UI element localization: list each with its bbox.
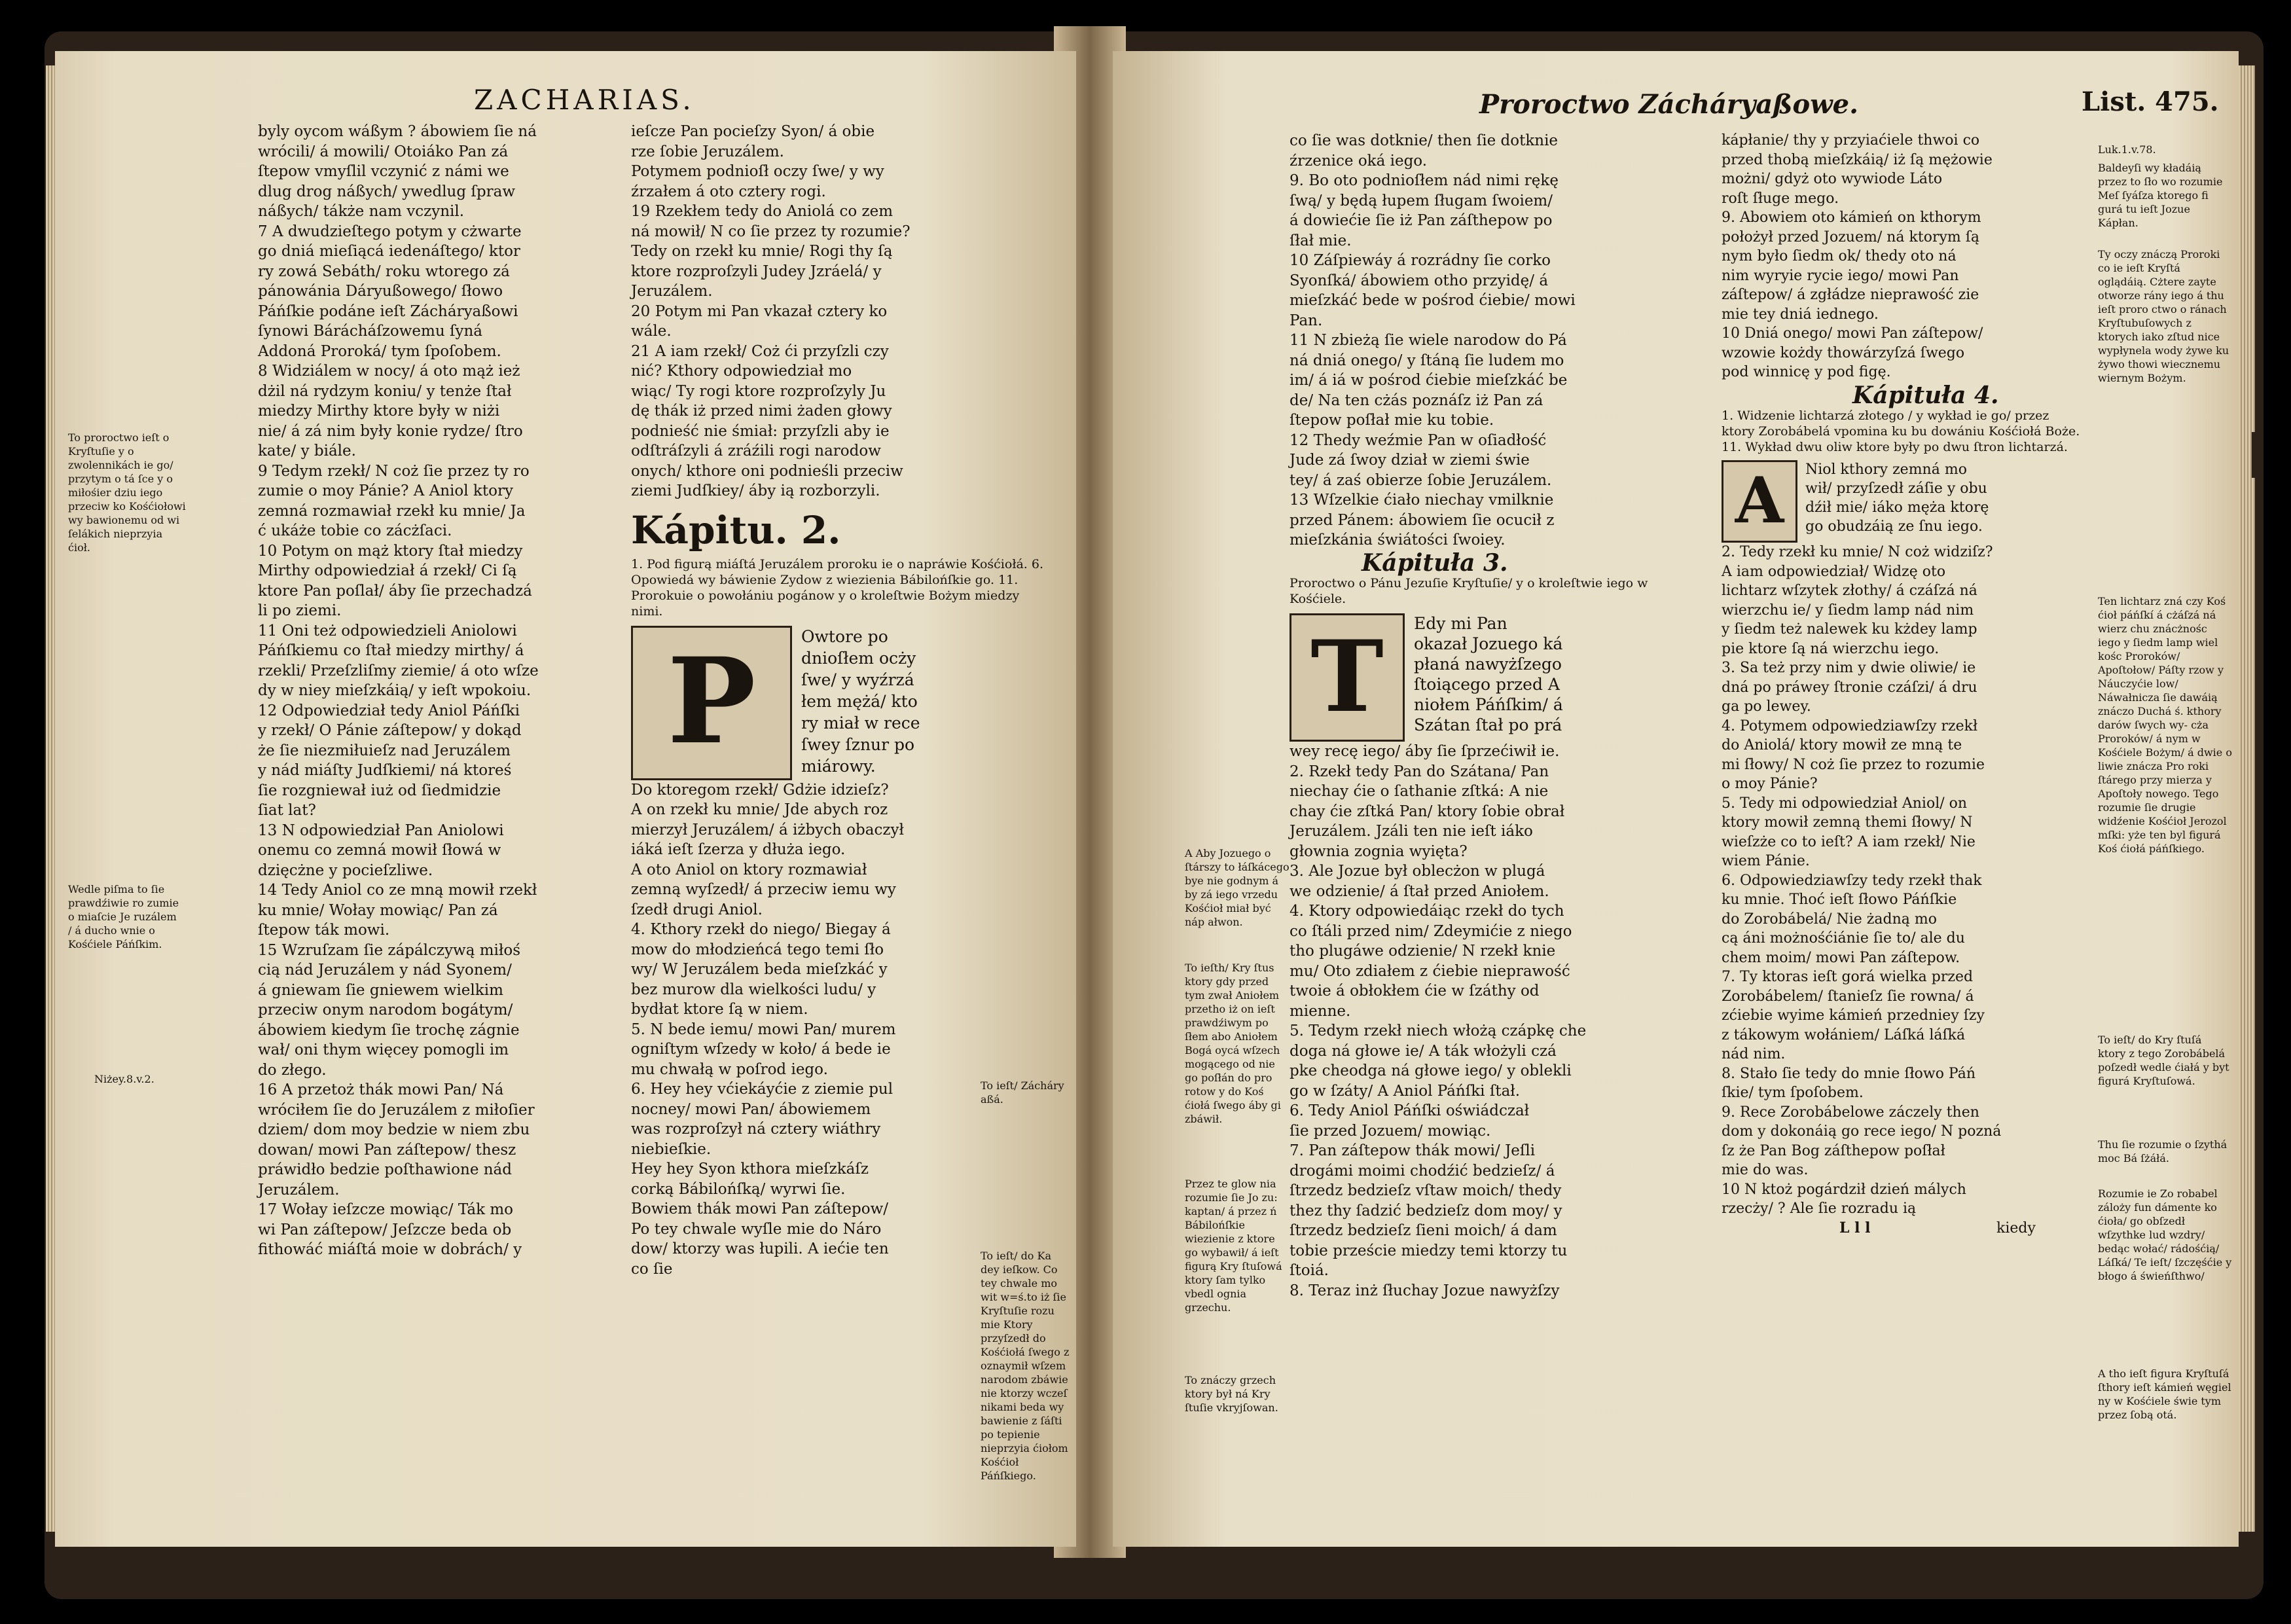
text-line: ſtoiącego przed A	[1414, 675, 1560, 694]
text-line: kápłanie/ thy y przyiaćiele thwoi co	[1722, 132, 1980, 149]
text-line: im/ á iá w pośrod ćiebie mieſzkáć be	[1290, 372, 1568, 389]
text-line: ć ukáże tobie co zácżſaci.	[258, 522, 452, 539]
text-line: ſtrzedz bedzieſz vſtaw moich/ thedy	[1290, 1182, 1562, 1199]
margin-note-right-outer-2: Baldeyſi wy kładáią przez to ſło wo rozumie Meſ ſyáſza ktorego fi gurá tu ieſt Jozue Kápłan.	[2098, 162, 2223, 229]
text-line: że ſie niezmiłuieſz nad Jeruzálem	[258, 742, 511, 759]
text-line: 6. Tedy Aniol Páńſki oświádczał	[1290, 1102, 1530, 1119]
text-line: 2. Tedy rzekł ku mnie/ N coż widziſz?	[1722, 544, 1993, 560]
text-line: dlug drog náßych/ ywedlug ſpraw	[258, 183, 516, 200]
text-line: twoie á obłokłem ćie w ſzáthy od	[1290, 983, 1540, 1000]
text-line: y nád miáſty Judſkiemi/ ná ktoreś	[258, 762, 512, 779]
margin-note-right-outer-8: A tho ieſt figura Kryſtuſá ſthory ieſt kámień węgiel ny w Kośćiele świe tym przez ſobą otá.	[2098, 1367, 2231, 1421]
margin-note-right-outer-3: Ty oczy znáczą Proroki co ie ieſt Kryſtá oglądáią. Cżtere zayte otworze rány iego á thu ieſt proro ctwo o ránach Kryſtubuſowych z ktorych iako zſtud nice wypłynela wody żywe ku żywo thowi wiecznemu wiernym Bożym.	[2098, 248, 2229, 384]
text-line: 10 Dniá onego/ mowi Pan záſtepow/	[1722, 325, 1983, 342]
text-line: 6. Odpowiedziawſzy tedy rzekł thak	[1722, 872, 1982, 889]
text-line: ſie rozgniewał iuż od ſiedmidzie	[258, 782, 501, 799]
text-line: we odzienie/ á ſtał przed Aniołem.	[1290, 882, 1549, 900]
text-line: 7. Ty ktoras ieſt gorá wielka przed	[1722, 969, 1974, 985]
margin-note-left-2: Wedle piſma to ſie prawdźiwie ro zumie o miaſcie Je ruzálem / á ducho wnie o Kośćiele Páńſkim.	[68, 883, 179, 950]
text-line: ſie przed Jozuem/ mowiąc.	[1290, 1122, 1491, 1140]
text-line: ktory mowił zemną themi ſłowy/ N	[1722, 814, 1973, 831]
text-line: onemu co zemná mowił ſłowá w	[258, 842, 501, 859]
text-line: Páńſkiemu co ſtał miedzy mirthy/ á	[258, 642, 524, 659]
text-line: miárowy.	[801, 756, 876, 776]
text-line: A oto Aniol on ktory rozmawiał	[631, 861, 867, 878]
text-line: ſwą/ y będą łupem ſługam ſwoiem/	[1290, 192, 1553, 209]
page-tab	[2252, 432, 2262, 478]
text-line: záſtepow/ á zgłádze nieprawość zie	[1722, 287, 1979, 303]
text-line: kate/ y biále.	[258, 442, 356, 460]
text-line: ktore Pan poſlał/ áby ſie przechadzá	[258, 582, 532, 600]
text-line: 9. Rece Zorobábelowe záczely then	[1722, 1104, 1979, 1121]
text-line: ſwe/ y wyźrzá	[801, 670, 914, 689]
text-line: bydłat ktore ſą w niem.	[631, 1001, 808, 1018]
text-line: dow/ ktorzy was łupili. A iećie ten	[631, 1240, 889, 1257]
text-line: Zorobábelem/ ſtanieſz ſie rowna/ á	[1722, 988, 1974, 1005]
text-line: wy/ W Jeruzálem beda mieſzkáć y	[631, 961, 888, 978]
text-line: ziemi Judſkiey/ áby ią rozborzyli.	[631, 482, 880, 499]
text-line: pie ktore ſą ná wierzchu iego.	[1722, 640, 1939, 657]
text-line: Bowiem thák mowi Pan záſtepow/	[631, 1200, 889, 1218]
text-line: ku mnie. Thoć ieſt ſłowo Páńſkie	[1722, 892, 1957, 908]
text-line: 15 Wzruſzam ſie zápálczywą miłoś	[258, 941, 520, 959]
text-line: 20 Potym mi Pan vkazał cztery ko	[631, 302, 888, 320]
initial-block-2	[631, 626, 1063, 780]
text-line: chay ćie zſtká Pan/ ktory ſobie obrał	[1290, 803, 1565, 820]
text-line: 10 Potym on mąż ktory ſtał miedzy	[258, 542, 523, 560]
margin-note-right-inner-2: To ieſth/ Kry ſtus ktory gdy przed tym zwał Aniołem przetho iż on ieſt prawdźiwym po ſłem abo Aniołem Bogá oycá wſzech mogącego od nie go poſłán do pro rotow y do Koś ćiołá ſwego áby gi zbáwił.	[1185, 962, 1281, 1125]
text-line: do Aniolá/ ktory mowił ze mną te	[1722, 737, 1962, 753]
text-line: zćiebie wyime kámień przedniey ſzy	[1722, 1007, 1985, 1024]
right-page	[1113, 51, 2239, 1547]
text-line: wey recę iego/ áby ſie ſprzećiwił ie.	[1290, 743, 1560, 760]
text-line: nocney/ mowi Pan/ ábowiemem	[631, 1100, 871, 1118]
text-line: ſtrzedz bedzieſz ſieni moich/ á dam	[1290, 1222, 1557, 1239]
text-line: 8 Widziálem w nocy/ á oto mąż ież	[258, 363, 520, 380]
text-line: ieſcze Pan pocieſzy Syon/ á obie	[631, 123, 875, 140]
text-line: co ſie was dotknie/ then ſie dotknie	[1290, 132, 1559, 149]
text-line: tobie przeście miedzy temi ktorzy tu	[1290, 1242, 1568, 1259]
text-line: niebieſkie.	[631, 1140, 712, 1158]
text-line: nie/ á zá nim były konie rydze/ ſtro	[258, 422, 523, 440]
text-line: 13 N odpowiedział Pan Aniolowi	[258, 821, 504, 839]
text-line: ſtepow ták mowi.	[258, 922, 390, 939]
decorated-initial-a: A	[1722, 460, 1797, 543]
text-line: dy w niey mieſzkáią/ y ieſt wpokoiu.	[258, 682, 532, 699]
text-line: możni/ gdyż oto wywiode Láto	[1722, 171, 1943, 187]
text-line: mie do was.	[1722, 1162, 1809, 1178]
text-line: rzekli/ Przeſzliſmy ziemie/ á oto wſze	[258, 662, 539, 679]
margin-note-right-inner-1: A Aby Jozuego o ſtárszy to łáſkácego bye nie godnym á by zá iego vrzedu Kośćioł miał być náp ałwon.	[1185, 847, 1290, 928]
text-line: dnioſłem ocży	[801, 648, 916, 668]
text-line: ná mowił/ N co ſie przez ty rozumie?	[631, 223, 911, 240]
right-second-column	[1722, 131, 2088, 1238]
text-line: 4. Ktory odpowiedáiąc rzekł do tych	[1290, 903, 1564, 920]
text-line: 7. Pan záſtepow thák mowi/ Jeſli	[1290, 1142, 1536, 1159]
left-page	[55, 51, 1076, 1547]
text-line: ſynowi Bárácháſzowemu ſyná	[258, 323, 482, 340]
text-line: Mirthy odpowiedział á rzekł/ Ci ſą	[258, 562, 517, 579]
text-line: okazał Jozuego ká	[1414, 634, 1563, 653]
text-line: á gniewam ſie gniewem wielkim	[258, 981, 503, 999]
text-line: byly oycom wáßym ? ábowiem ſie ná	[258, 123, 537, 140]
text-line: ktore rozproſzyli Judey Jzráelá/ y	[631, 262, 882, 280]
text-line: do Zorobábelá/ Nie żadną mo	[1722, 911, 1937, 928]
text-line: 8. Teraz inż ſłuchay Jozue nawyżſzy	[1290, 1282, 1560, 1299]
text-line: Jeruzálem. Jzáli ten nie ieſt iáko	[1290, 823, 1533, 840]
text-line: lichtarz wſzytek złothy/ á czáſzá ná	[1722, 583, 1977, 599]
initial-block-3	[1290, 613, 1715, 742]
margin-note-right-outer-7: Rozumie ie Zo robabel záloży fun dámente ko ćioła/ go obſzedł wſzythke lud wzdry/ bedąc wołać/ rádośćią/ Láſká/ Te ieſt/ ſzczęśćie y błogo á świeńſthwo/	[2098, 1187, 2232, 1282]
margin-note-right-outer-1: Luk.1.v.78.	[2098, 143, 2156, 156]
text-line: y rzekł/ O Pánie záſtepow/ y dokąd	[258, 722, 522, 739]
text-line: 7 A dwudzieſtego potym y cżwarte	[258, 223, 522, 240]
margin-note-right-outer-4: Ten lichtarz zná czy Koś ćioł páńſkí á cżáſzá ná wierz chu znácżnośc iego y ſiedm lamp wiel kośc Proroków/ Apoſtołow/ Páſty rzow y Náuczyćie low/ Náwałnicza ſie dawáią znáczo Duchá ś. kthory darów ſwych wy- cża Proroków/ á nym w Kośćiele Bożym/ á dwie o liwie znácza Pro roki ſtárego przy mierza y Apoſtoły nowego. Tego rozumie ſie drugie widźenie Kośćioł Jerozol mſki: yże ten byl figurá Koś ćiołá páńſkiego.	[2098, 595, 2232, 855]
text-line: 13 Wſzelkie ćiało niechay vmilknie	[1290, 492, 1554, 509]
decorated-initial-t: T	[1290, 613, 1405, 742]
text-line: ſiat lat?	[258, 802, 316, 819]
text-line: źrzenice oká iego.	[1290, 152, 1428, 170]
text-line: náßych/ tákże nam vczynil.	[258, 203, 465, 220]
text-line: 4. Kthory rzekł do niego/ Biegay á	[631, 921, 891, 938]
text-line: źrzałem á oto cztery rogi.	[631, 183, 826, 200]
text-line: 10 Záſpiewáy á rozrádny ſie corko	[1290, 252, 1551, 269]
text-line: Jeruzálem.	[631, 283, 713, 300]
text-line: wróciłem ſie do Jeruzálem z miłoſier	[258, 1101, 535, 1119]
text-line: nym było ſiedm ok/ thedy oto ná	[1722, 248, 1957, 264]
text-line: Syonſká/ ábowiem otho przyidę/ á	[1290, 272, 1549, 289]
text-line: 6. Hey hey vćiekáyćie z ziemie pul	[631, 1081, 893, 1098]
text-line: onych/ kthore oni podnieśli przeciw	[631, 462, 903, 480]
text-line: bez murow dla wielkości ludu/ y	[631, 981, 876, 998]
text-line: co ſie	[631, 1260, 673, 1278]
text-line: ſkie/ tym ſpoſobem.	[1722, 1085, 1864, 1101]
page-folio: List. 475.	[2082, 86, 2219, 117]
text-line: wrócili/ á mowili/ Otoiáko Pan zá	[258, 143, 509, 160]
signature-mark: L l l	[1839, 1219, 1871, 1236]
text-line: wierzchu ie/ y ſiedm lamp nád nim	[1722, 602, 1974, 619]
text-line: wi Pan záſtepow/ Jeſzcze beda ob	[258, 1221, 512, 1238]
text-line: wiąc/ Ty rogi ktore rozproſzyly Ju	[631, 382, 886, 400]
text-line: przeciw onym narodom bogátym/	[258, 1001, 513, 1019]
text-line: dná po práwey ſtronie czáſzi/ á dru	[1722, 679, 1977, 696]
text-line: 12 Odpowiedział tedy Aniol Páńſki	[258, 702, 520, 719]
text-line: 3. Ale Jozue był oblecżon w plugá	[1290, 863, 1545, 880]
text-line: o moy Pánie?	[1722, 776, 1818, 792]
text-line: podnieść nie śmiał: przyſzli aby ie	[631, 422, 890, 440]
text-line: niechay ćie o ſathanie zſtká: A nie	[1290, 783, 1549, 800]
text-line: Szátan ſtał po prá	[1414, 715, 1562, 734]
text-line: drogámi moimi chodźić bedzieſz/ á	[1290, 1162, 1555, 1180]
text-line: odſtráſzyli á zráźili rogi narodow	[631, 442, 881, 460]
text-line: 11 N zbieżą ſie wiele narodow do Pá	[1290, 332, 1567, 349]
text-line: ſtepow vmyſlil vczynić z námi we	[258, 163, 509, 180]
text-line: thez thy ſadzić bedzieſz dom moy/ y	[1290, 1202, 1562, 1219]
text-line: co ſtáli przed nim/ Zdeymićie z niego	[1290, 922, 1572, 940]
text-line: ſłał mie.	[1290, 232, 1352, 249]
text-line: fithowáć miáſtá moie w dobrách/ y	[258, 1241, 522, 1258]
text-line: ku mnie/ Wołay mowiąc/ Pan zá	[258, 901, 498, 919]
text-line: Jude zá ſwoy dział w ziemi świe	[1290, 452, 1530, 469]
catchword: kiedy	[1996, 1219, 2036, 1236]
text-line: doga ná głowe ie/ A ták włożyli czá	[1290, 1042, 1557, 1060]
text-line: mie tey dniá iednego.	[1722, 306, 1879, 323]
text-line: 17 Wołay ieſzcze mowiąc/ Ták mo	[258, 1201, 514, 1218]
text-line: A iam odpowiedział/ Widzę oto	[1722, 563, 1946, 580]
text-line: pke cheodga ná głowe iego/ y oblekli	[1290, 1062, 1572, 1079]
margin-note-left-5: To ieſt/ do Ka dey ieſkow. Co tey chwale mo wit w=ś.to iż ſie Kryſtuſie rozu mie Ktory przyſzedł do Kośćiołá ſwego z oznaymił wſzem narodom zbáwie nie ktorzy wczeſ nikami beda wy bawienie z ſáſti po tepienie nieprzyia ćiołom Kośćioł Páńſkiego.	[981, 1250, 1070, 1482]
text-line: ſtepow poſłał mie ku tobie.	[1290, 412, 1494, 429]
text-line: li po ziemi.	[258, 602, 342, 619]
text-line: niołem Páńſkim/ á	[1414, 695, 1563, 714]
text-line: rze ſobie Jeruzálem.	[631, 143, 784, 160]
text-line: 5. N bede iemu/ mowi Pan/ murem	[631, 1020, 896, 1038]
text-line: nić? Kthory odpowiedział mo	[631, 363, 852, 380]
text-line: dziem/ dom moy bedzie w niem zbu	[258, 1121, 530, 1138]
text-line: 3. Sa też przy nim y dwie oliwie/ ie	[1722, 660, 1976, 676]
text-line: mieſzkáć bede w pośrod ćiebie/ mowi	[1290, 292, 1576, 309]
text-line: go dniá mieſiącá iedenáſtego/ ktor	[258, 243, 520, 260]
text-line: pod winnicę y pod figę.	[1722, 364, 1891, 380]
text-line: 14 Tedy Aniol co ze mną mowił rzekł	[258, 882, 537, 899]
text-line: wzowie kożdy thowárzyſzá ſwego	[1722, 344, 1965, 361]
text-line: de/ Na ten cżás poznáſz iż Pan zá	[1290, 391, 1543, 409]
text-line: nim wyryie rycie iego/ mowi Pan	[1722, 267, 1959, 284]
margin-note-left-4: To ieſt/ Zácháry aßá.	[981, 1079, 1064, 1106]
text-line: nád nim.	[1722, 1046, 1786, 1062]
text-line: przed thobą mieſzkáią/ iż ſą mężowie	[1722, 151, 1993, 168]
text-line: go obudzáią ze ſnu iego.	[1805, 518, 1983, 535]
chapter-heading-2: Kápitu. 2.	[631, 507, 841, 552]
text-line: 5. Tedym rzekł niech włożą czápkę che	[1290, 1022, 1587, 1039]
text-line: cą áni możnośćiánie ſie to/ ale du	[1722, 930, 1965, 947]
text-line: rzecży/ ? Ale ſie rozradu ią	[1722, 1200, 1917, 1217]
text-line: ſtoiá.	[1290, 1262, 1329, 1279]
text-line: mow do młodzieńcá tego temi ſło	[631, 941, 884, 958]
text-line: corką Bábilońſką/ wyrwi ſie.	[631, 1180, 846, 1198]
text-line: mi ſłowy/ N coż ſie przez to rozumie	[1722, 756, 1985, 773]
text-line: ábowiem kiedym ſie trochę zágnie	[258, 1021, 520, 1039]
text-line: á dowiećie ſie iż Pan záſthepow po	[1290, 212, 1553, 229]
text-line: tho plugáwe odzienie/ N rzekł knie	[1290, 943, 1556, 960]
text-line: Po tey chwale wyſle mie do Náro	[631, 1220, 882, 1238]
text-line: dżil ná rydzym koniu/ y tenże ſtał	[258, 382, 512, 400]
text-line: chem moim/ mowi Pan záſtepow.	[1722, 949, 1960, 966]
text-line: Niol kthory zemná mo	[1805, 461, 1967, 478]
chapter-2-summary: 1. Pod figurą miáſtá Jeruzálem proroku ie o napráwie Kośćiołá. 6. Opowiedá wy báwienie Zydow z wiezienia Bábilońſkie go. 11. Prorokuie o powołániu pogánow y o kroleſtwie Bożym miedzy nimi.	[631, 556, 1044, 619]
text-line: dowan/ mowi Pan záſtepow/ thesz	[258, 1141, 516, 1159]
text-line: Addoná Proroká/ tym ſpoſobem.	[258, 342, 501, 360]
right-first-column	[1290, 131, 1715, 1301]
text-line: ry miał w rece	[801, 713, 920, 732]
text-line: Edy mi Pan	[1414, 614, 1507, 633]
text-line: mienne.	[1290, 1002, 1351, 1020]
text-line: ſz że Pan Bog záſthepow poſłał	[1722, 1142, 1945, 1159]
text-line: łem mężá/ kto	[801, 691, 918, 711]
initial-block-4	[1722, 460, 2088, 543]
text-line: Potymem podnioſł oczy ſwe/ y wy	[631, 163, 884, 180]
text-line: y ſiedm też nalewek ku kżdey lamp	[1722, 621, 1977, 638]
text-line: wił/ przyſzedł záſie y obu	[1805, 480, 1987, 497]
text-line: 9. Bo oto podnioſłem nád nimi rękę	[1290, 172, 1559, 189]
text-line: płaná nawyżſzego	[1414, 655, 1562, 674]
text-line: mu/ Oto zdiałem z ćiebie nieprawość	[1290, 962, 1570, 980]
text-line: mu chwałą w poſrod iego.	[631, 1060, 828, 1078]
text-line: dom y dokonáią go rece iego/ N pozná	[1722, 1123, 2002, 1140]
text-line: tey/ á zaś obierze ſobie Jeruzálem.	[1290, 471, 1552, 489]
text-line: zemná rozmawiał rzekł ku mnie/ Ja	[258, 502, 526, 520]
text-line: was rozproſzył ná cztery wiáthry	[631, 1121, 881, 1138]
text-line: ſwey ſznur po	[801, 734, 915, 754]
text-line: Tedy on rzekł ku mnie/ Rogi thy ſą	[631, 243, 893, 260]
text-line: cią nád Jeruzálem y nád Syonem/	[258, 962, 512, 979]
margin-note-right-inner-4: To znáczy grzech ktory był ná Kry ſtuſie vkryjſowan.	[1185, 1374, 1278, 1414]
text-line: zemną wyſzedł/ á przeciw iemu wy	[631, 881, 896, 898]
text-line: Owtore po	[801, 626, 888, 646]
running-header-right: Proroctwo Zácháryaßowe.	[1479, 89, 1859, 120]
text-line: ry zowá Sebáth/ roku wtorego zá	[258, 262, 510, 280]
running-header-left: ZACHARIAS.	[474, 84, 695, 116]
margin-note-right-outer-6: Thu ſie rozumie o ſzythá moc Bá ſżáłá.	[2098, 1138, 2228, 1164]
text-line: mierzył Jeruzálem/ á iżbych obaczył	[631, 821, 904, 839]
text-line: A on rzekł ku mnie/ Jde abych roz	[631, 801, 888, 818]
text-line: wieſzże co to ieſt? A iam rzekł/ Nie	[1722, 833, 1975, 850]
text-line: go w ſzáty/ A Aniol Páńſki ſtał.	[1290, 1082, 1521, 1100]
decorated-initial-p: P	[631, 626, 792, 780]
margin-note-right-outer-5: To ieſt/ do Kry ſtuſá ktory z tego Zorobábelá poſzedł wedle ćiałá y byt figurá Kryſtuſowá.	[2098, 1034, 2229, 1087]
text-line: práwidło bedzie poſthawione nád	[258, 1161, 512, 1178]
text-line: Do ktoregom rzekł/ Gdżie idzieſz?	[631, 781, 889, 799]
text-line: wále.	[631, 323, 672, 340]
text-line: ga po lewey.	[1722, 698, 1811, 715]
text-line: ná dniá onego/ y ſtáną ſie ludem mo	[1290, 352, 1564, 369]
text-line: do złego.	[258, 1061, 327, 1079]
text-line: wiem Pánie.	[1722, 853, 1810, 869]
text-line: ogniſtym wſzedy w koło/ á bede ie	[631, 1041, 891, 1058]
text-line: Pan.	[1290, 312, 1323, 329]
margin-note-left-1: To proroctwo ieſt o Kryſtuſie y o zwolennikách ie go/ przytym o tá ſce y o miłośier dziu iego przeciw ko Kośćiołowi wy bawionemu od wi ſelákich nieprzyia ćioł.	[68, 431, 186, 554]
margin-note-left-3: Niżey.8.v.2.	[94, 1073, 154, 1085]
text-line: miedzy Mirthy ktore były w niżi	[258, 403, 500, 420]
text-line: mieſzkánia świátości ſwoiey.	[1290, 532, 1506, 549]
text-line: roſt ſługe mego.	[1722, 190, 1839, 207]
chapter-heading-4: Kápituła 4.	[1852, 381, 1999, 409]
text-line: 9 Tedym rzekł/ N coż ſie przez ty ro	[258, 462, 530, 480]
text-line: iáká ieſt ſzerza y dłuża iego.	[631, 841, 846, 858]
text-line: 10 N ktoż pogárdził dzień málych	[1722, 1181, 1966, 1198]
text-line: zumie o moy Pánie? A Aniol ktory	[258, 482, 513, 499]
text-line: 16 A przetoż thák mowi Pan/ Ná	[258, 1081, 504, 1098]
text-line: 11 Oni też odpowiedzieli Aniolowi	[258, 622, 517, 640]
text-line: dę thák iż przed nimi żaden głowy	[631, 403, 892, 420]
text-line: 12 Thedy weźmie Pan w oſiadłość	[1290, 431, 1547, 449]
text-line: dźił mie/ iáko męża ktorę	[1805, 499, 1989, 516]
chapter-4-summary: 1. Widzenie lichtarzá złotego / y wykład ie go/ przez ktory Zorobábelá vpomina ku bu dowániu Kośćiołá Boże. 11. Wykład dwu oliw ktore były po dwu ſtron lichtarzá.	[1722, 408, 2080, 454]
text-line: Páńſkie podáne ieſt Zácháryaßowi	[258, 302, 518, 320]
text-line: 19 Rzekłem tedy do Aniolá co zem	[631, 203, 893, 220]
text-line: wał/ oni thym więcey pomogli im	[258, 1041, 509, 1058]
text-line: Hey hey Syon kthora mieſzkáſz	[631, 1161, 869, 1178]
chapter-3-summary: Proroctwo o Pánu Jezuſie Kryſtuſie/ y o kroleſtwie iego w Kośćiele.	[1290, 576, 1648, 606]
text-line: pánowánia Dáryußowego/ ſłowo	[258, 283, 503, 300]
text-line: 21 A iam rzekł/ Coż ći przyſzli czy	[631, 342, 889, 360]
text-line: 4. Potymem odpowiedziawſzy rzekł	[1722, 717, 1978, 734]
margin-note-right-inner-3: Przez te glow nia rozumie ſie Jo zu: kaptan/ á przez ń Bábilońſkie wiezienie z ktore go wybawił/ á ieſt figurą Kry ſtuſowá ktory ſam tylko vbedl ognia grzechu.	[1185, 1178, 1282, 1314]
text-line: dzięcżne y pocieſzliwe.	[258, 861, 433, 879]
text-line: ſzedł drugi Aniol.	[631, 901, 763, 918]
text-line: z tákowym wołániem/ Láſká láſká	[1722, 1026, 1966, 1043]
text-line: 8. Stało ſie tedy do mnie ſłowo Páń	[1722, 1065, 1976, 1082]
text-line: 2. Rzekł tedy Pan do Szátana/ Pan	[1290, 763, 1549, 780]
text-line: 9. Abowiem oto kámień on kthorym	[1722, 209, 1981, 226]
text-line: przed Pánem: ábowiem ſie ocucił z	[1290, 511, 1555, 529]
text-line: 5. Tedy mi odpowiedział Aniol/ on	[1722, 795, 1968, 812]
chapter-heading-3: Kápituła 3.	[1362, 549, 1508, 577]
text-line: Jeruzálem.	[258, 1181, 340, 1199]
text-line: głownia zognia wyięta?	[1290, 842, 1468, 860]
text-line: położył przed Jozuem/ ná ktorym ſą	[1722, 228, 1980, 245]
